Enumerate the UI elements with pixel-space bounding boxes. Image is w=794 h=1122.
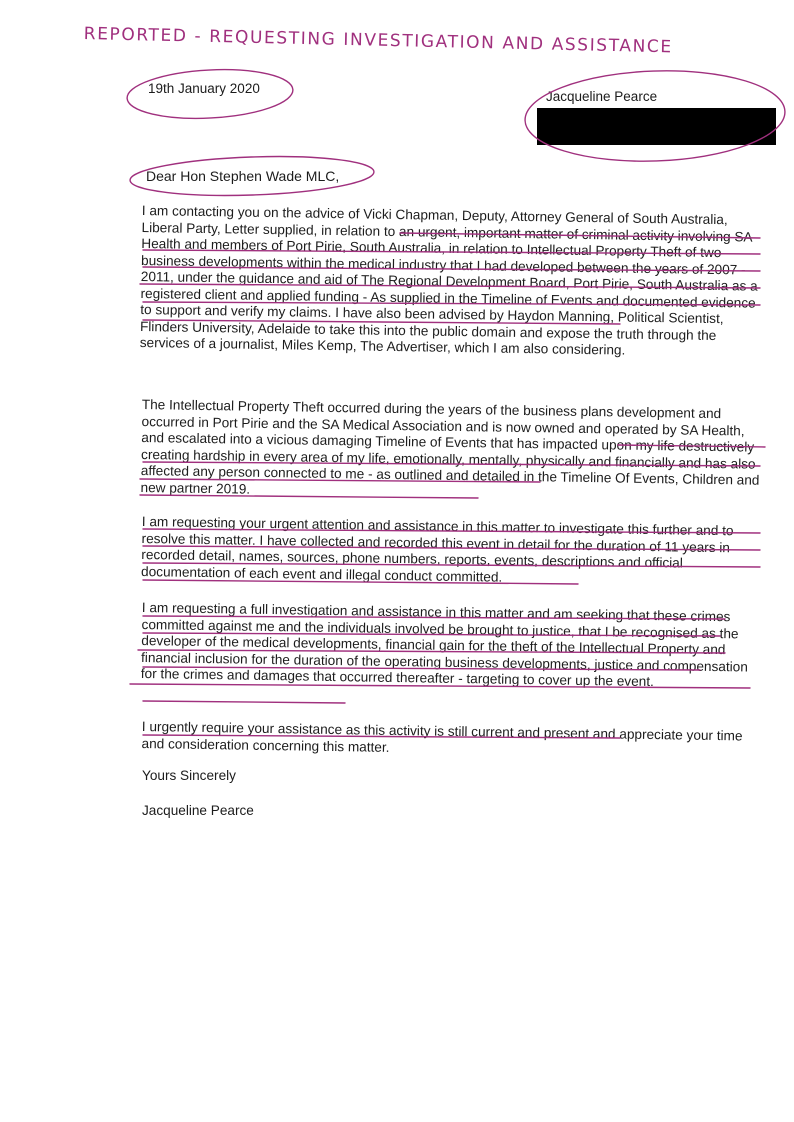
body-paragraph-2: The Intellectual Property Theft occurred during the years of the business plans development and occurred in Port Pirie and the SA Medical Association and is now owned and operated by SA Health, and escalated into a vicious damaging Timeline of Events that has impacted upon my life destructively creating hardship in every area of my life, emotionally, mentally, physically and financially and has also affected any person connected to me - as outlined and detailed in the Timeline Of Events, Children and new partner 2019. (140, 397, 760, 497)
body-paragraph-4: I am requesting a full investigation and assistance in this matter and am seeking that these crimes committed against me and the individuals involved be brought to justice, that I be recognised as the developer of the medical developments, financial gain for the theft of the Intellectual Property and financial inclusion for the duration of the operating business developments, justice and compensation for the crimes and damages that occurred thereafter - targeting to cover up the event. (140, 600, 748, 690)
sender-name: Jacqueline Pearce (546, 89, 658, 104)
salutation: Dear Hon Stephen Wade MLC, (146, 168, 340, 184)
body-paragraph-3: I am requesting your urgent attention and assistance in this matter to investigate this further and to resolve this matter. I have collected and recorded this event in detail for the duration of 11 years in recorded detail, names, sources, phone numbers, reports, events, descriptions and official documentation of each event and illegal conduct committed. (140, 514, 734, 585)
letter-date: 19th January 2020 (148, 81, 260, 96)
underline-mark (143, 701, 345, 703)
redacted-address-block (537, 108, 776, 145)
signature-name: Jacqueline Pearce (142, 803, 254, 818)
body-paragraph-1: I am contacting you on the advice of Vicki Chapman, Deputy, Attorney General of South Australia, Liberal Party, Letter supplied, in relation to an urgent, important matter of criminal activity involving SA Health and members of Port Pirie, South Australia, in relation to Intellectual Property Theft of two business developments within the medical industry that I had developed between the years of 2007 - 2011, under the guidance and aid of The Regional Development Board, Port Pirie, South Australia as a registered client and applied funding - As supplied in the Timeline of Events and documented evidence to support and verify my claims. I have also been advised by Haydon Manning, Political Scientist, Flinders University, Adelaide to take this into the public domain and expose the truth through the services of a journalist, Miles Kemp, The Advertiser, which I am also considering. (139, 203, 758, 358)
closing: Yours Sincerely (142, 768, 236, 783)
body-paragraph-5: I urgently require your assistance as this activity is still current and present and appreciate your time and consideration concerning this matter. (141, 719, 743, 755)
handwritten-annotation: REPORTED - REQUESTING INVESTIGATION AND ASSISTANCE (83, 24, 673, 58)
